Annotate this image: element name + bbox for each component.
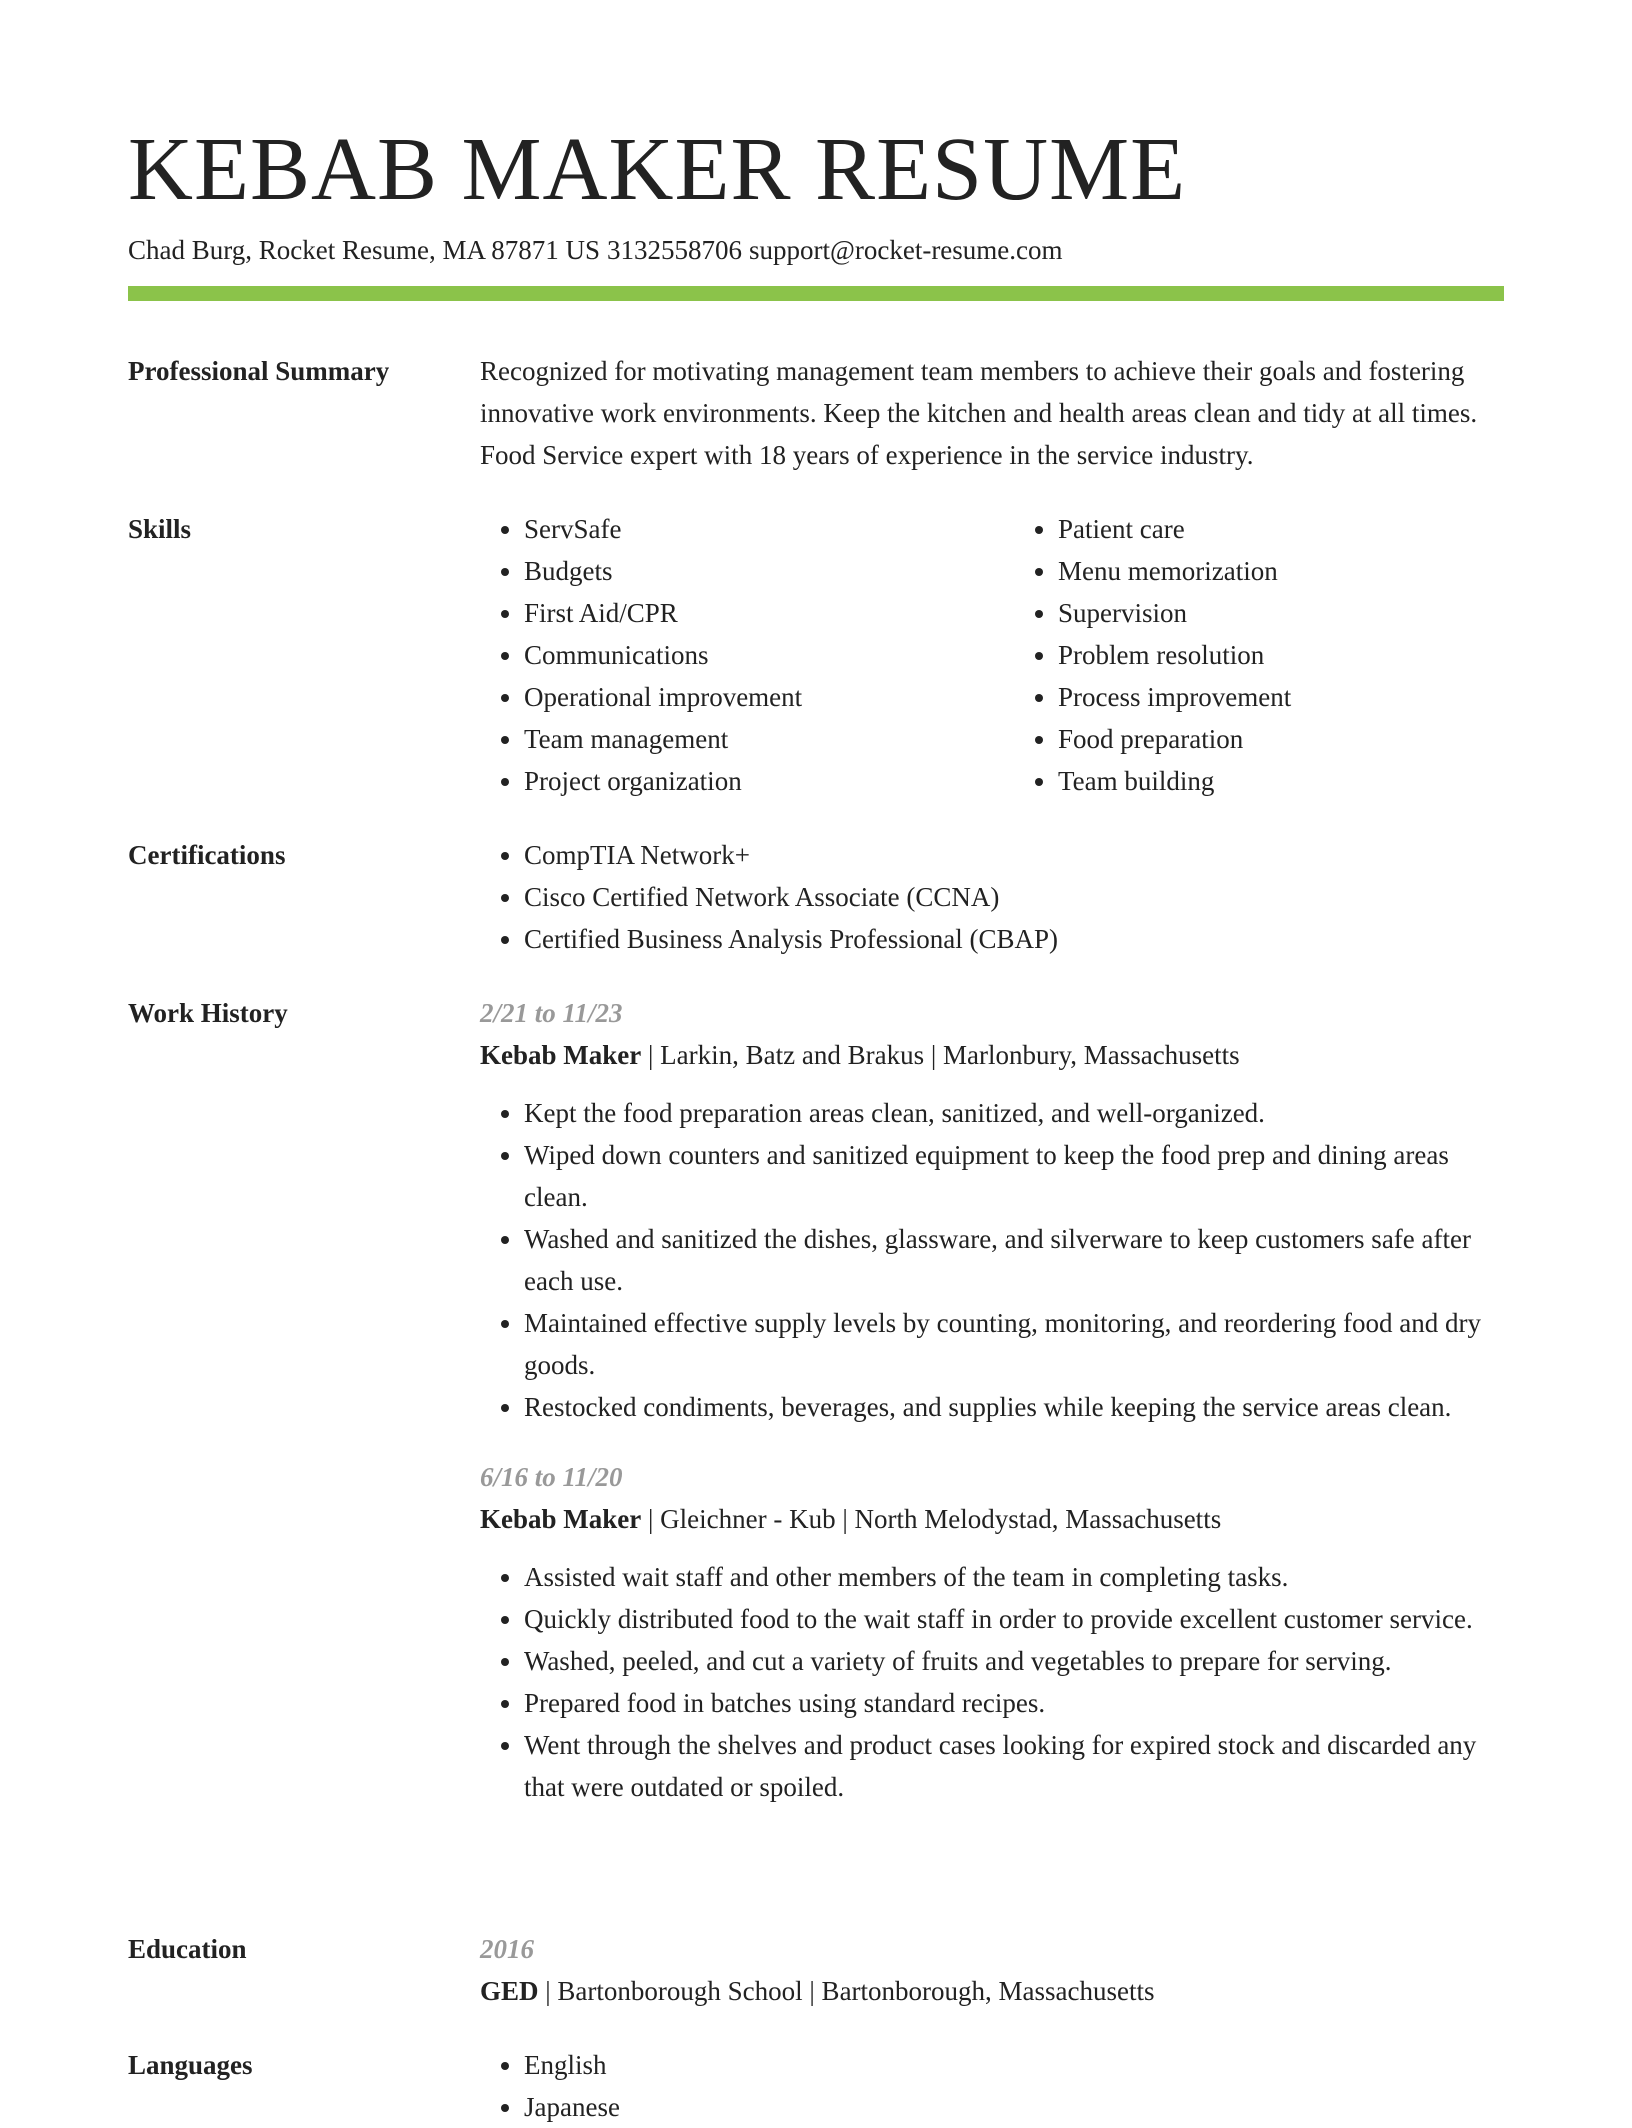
skill-item: • Project organization: [524, 760, 970, 802]
summary-text: Recognized for motivating management team members to achieve their goals and fostering innovative work environments. Keep the kitchen and health areas clean and tidy at all times. Food Service expert with 18 years of experience in the service industry.: [480, 356, 1478, 470]
job-title: Kebab Maker: [480, 1040, 642, 1070]
job-details: | Larkin, Batz and Brakus | Marlonbury, Massachusetts: [641, 1040, 1240, 1070]
contact-email: support@rocket-resume.com: [749, 235, 1063, 265]
job-entry: [480, 992, 1504, 1428]
certifications-heading: Certifications: [128, 840, 286, 870]
job-bullet: • Went through the shelves and product cases looking for expired stock and discarded any that were outdated or spoiled.: [524, 1724, 1504, 1808]
summary-heading: Professional Summary: [128, 356, 390, 386]
skills-columns: [480, 508, 1504, 802]
certification-item: • Cisco Certified Network Associate (CCNA): [524, 876, 1504, 918]
education-line: [480, 1970, 1504, 2012]
education-degree: GED: [480, 1976, 539, 2006]
language-item: • English: [524, 2044, 1504, 2086]
resume-title: KEBAB MAKER RESUME: [128, 120, 1187, 219]
job-bullet: • Restocked condiments, beverages, and supplies while keeping the service areas clean.: [524, 1386, 1504, 1428]
languages-body: [480, 2044, 1504, 2128]
job-bullet: • Quickly distributed food to the wait staff in order to provide excellent customer service.: [524, 1598, 1504, 1640]
skills-list-right: [1014, 508, 1504, 802]
contact-phone: 3132558706: [607, 235, 742, 265]
skill-item: • Operational improvement: [524, 676, 970, 718]
job-bullet: • Maintained effective supply levels by counting, monitoring, and reordering food and dry goods.: [524, 1302, 1504, 1386]
skill-item: • ServSafe: [524, 508, 970, 550]
certifications-body: [480, 834, 1504, 960]
education-body: [480, 1928, 1504, 2012]
languages-heading: Languages: [128, 2050, 253, 2080]
languages-list: [480, 2044, 1504, 2128]
skill-item: • Team management: [524, 718, 970, 760]
job-entry: [480, 1456, 1504, 1808]
skill-item: • Menu memorization: [1058, 550, 1504, 592]
skill-item: • Communications: [524, 634, 970, 676]
work-history-body: [480, 992, 1504, 1808]
skill-item: • Budgets: [524, 550, 970, 592]
job-bullet: • Washed and sanitized the dishes, glassware, and silverware to keep customers safe after each use.: [524, 1218, 1504, 1302]
certification-item: • Certified Business Analysis Professional (CBAP): [524, 918, 1504, 960]
work-history-heading: Work History: [128, 998, 288, 1028]
contact-address: Chad Burg, Rocket Resume, MA 87871 US: [128, 235, 600, 265]
skills-list-left: [480, 508, 970, 802]
job-bullet: • Assisted wait staff and other members of the team in completing tasks.: [524, 1556, 1504, 1598]
job-bullet: • Wiped down counters and sanitized equipment to keep the food prep and dining areas clean.: [524, 1134, 1504, 1218]
skill-item: • Process improvement: [1058, 676, 1504, 718]
job-bullet: • Washed, peeled, and cut a variety of fruits and vegetables to prepare for serving.: [524, 1640, 1504, 1682]
education-year: 2016: [480, 1934, 534, 1964]
education-heading: Education: [128, 1934, 247, 1964]
language-item: • Japanese: [524, 2086, 1504, 2128]
header-divider: [128, 286, 1504, 301]
contact-line: [128, 232, 1063, 268]
job-title: Kebab Maker: [480, 1504, 642, 1534]
job-dates: 6/16 to 11/20: [480, 1462, 623, 1492]
job-dates: 2/21 to 11/23: [480, 998, 623, 1028]
skill-item: • Problem resolution: [1058, 634, 1504, 676]
job-details: | Gleichner - Kub | North Melodystad, Massachusetts: [641, 1504, 1222, 1534]
skill-item: • Team building: [1058, 760, 1504, 802]
job-bullet-list: [480, 1556, 1504, 1808]
job-bullet: • Kept the food preparation areas clean, sanitized, and well-organized.: [524, 1092, 1504, 1134]
skill-item: • First Aid/CPR: [524, 592, 970, 634]
skills-heading: Skills: [128, 514, 192, 544]
certifications-list: [480, 834, 1504, 960]
skill-item: • Food preparation: [1058, 718, 1504, 760]
skill-item: • Patient care: [1058, 508, 1504, 550]
job-bullet: • Prepared food in batches using standard recipes.: [524, 1682, 1504, 1724]
skill-item: • Supervision: [1058, 592, 1504, 634]
certification-item: • CompTIA Network+: [524, 834, 1504, 876]
job-line: [480, 1498, 1504, 1540]
education-details: | Bartonborough School | Bartonborough, Massachusetts: [538, 1976, 1155, 2006]
job-line: [480, 1034, 1504, 1076]
job-bullet-list: [480, 1092, 1504, 1428]
